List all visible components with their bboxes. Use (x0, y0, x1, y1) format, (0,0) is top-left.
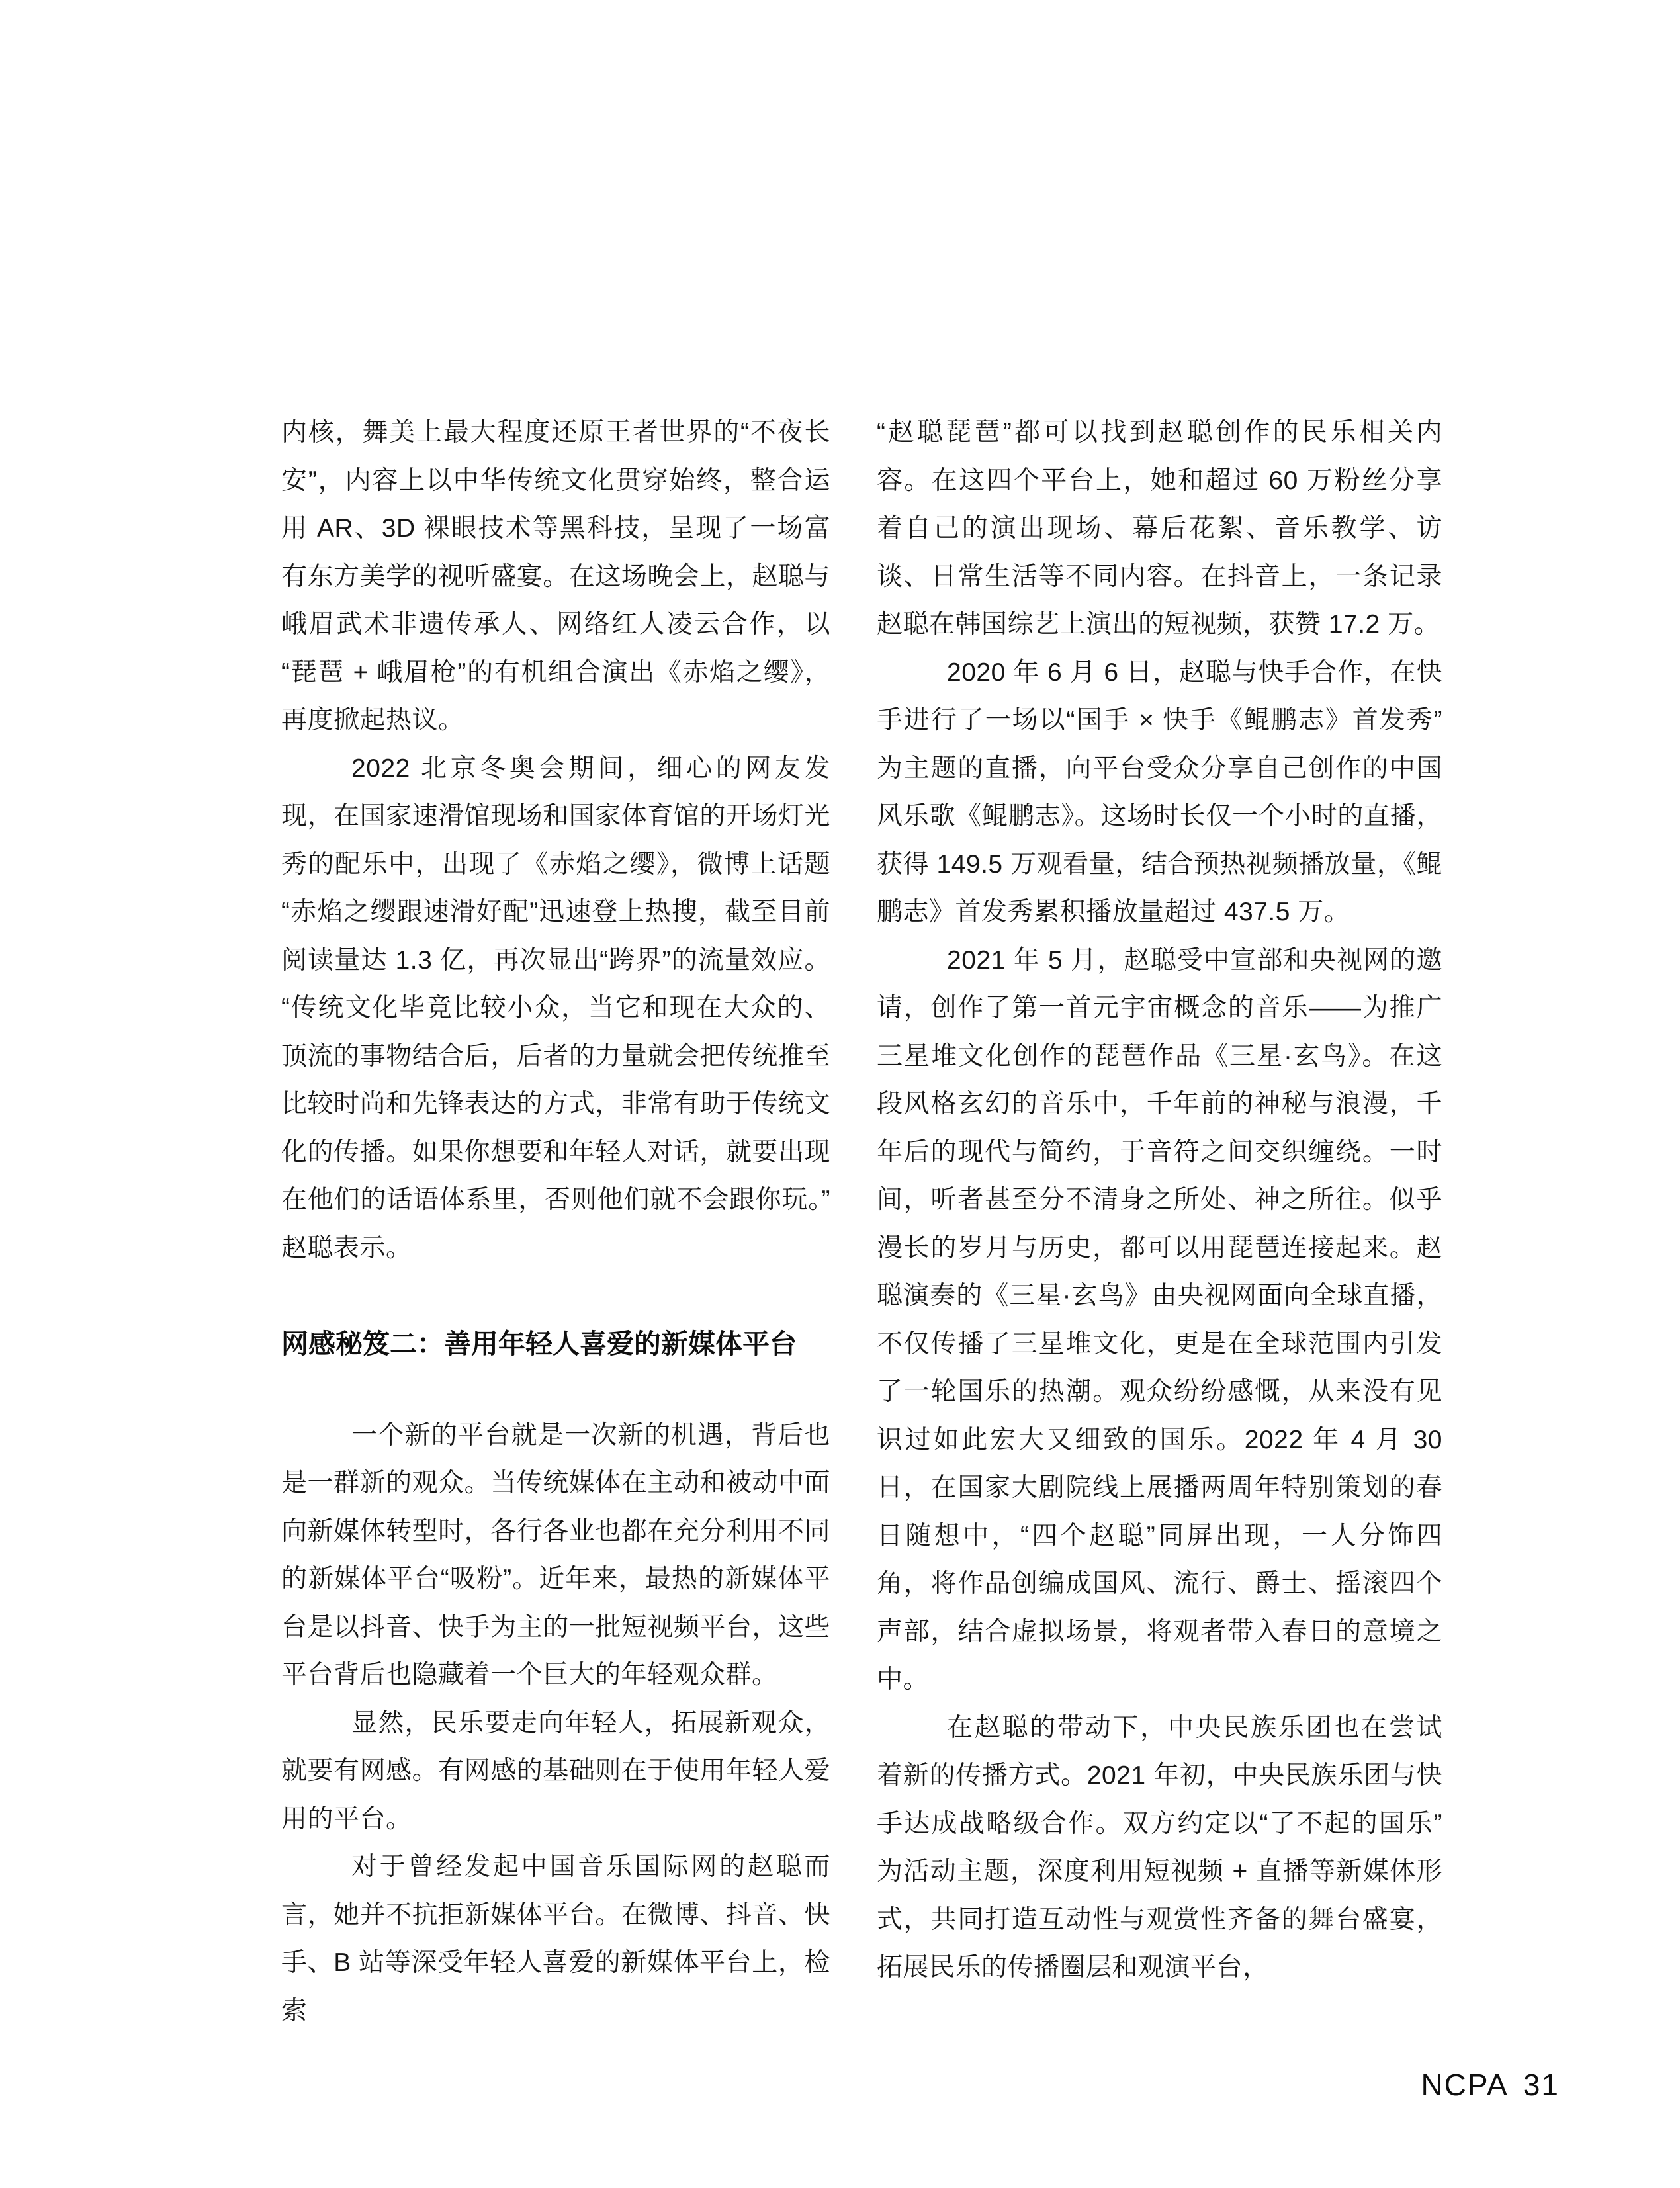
left-column (281, 409, 830, 2035)
paragraph: 对于曾经发起中国音乐国际网的赵聪而言，她并不抗拒新媒体平台。在微博、抖音、快手、B 站等深受年轻人喜爱的新媒体平台上，检索 (281, 1853, 830, 2025)
page-footer (1421, 2068, 1560, 2101)
paragraph: 显然，民乐要走向年轻人，拓展新观众，就要有网感。有网感的基础则在于使用年轻人爱用的平台。 (281, 1708, 830, 1833)
article-body (281, 409, 1442, 2035)
section-heading: 网感秘笈二：善用年轻人喜爱的新媒体平台 (281, 1329, 797, 1359)
paragraph: 2021 年 5 月，赵聪受中宣部和央视网的邀请，创作了第一首元宇宙概念的音乐——为推广三星堆文化创作的琵琶作品《三星·玄鸟》。在这段风格玄幻的音乐中，千年前的神秘与浪漫，千年后的现代与简约，于音符之间交织缠绕。一时间，听者甚至分不清身之所处、神之所往。似乎漫长的岁月与历史，都可以用琵琶连接起来。赵聪演奏的《三星·玄鸟》由央视网面向全球直播，不仅传播了三星堆文化，更是在全球范围内引发了一轮国乐的热潮。观众纷纷感慨，从来没有见识过如此宏大又细致的国乐。2022 年 4 月 30 日，在国家大剧院线上展播两周年特别策划的春日随想中，“四个赵聪”同屏出现，一人分饰四角，将作品创编成国风、流行、爵士、摇滚四个声部，结合虚拟场景，将观者带入春日的意境之中。 (877, 945, 1442, 1694)
paragraph: 2020 年 6 月 6 日，赵聪与快手合作，在快手进行了一场以“国手 × 快手《鲲鹏志》首发秀”为主题的直播，向平台受众分享自己创作的中国风乐歌《鲲鹏志》。这场时长仅一个小时的直播，获得 149.5 万观看量，结合预热视频播放量，《鲲鹏志》首发秀累积播放量超过 437.5 万。 (877, 658, 1442, 926)
paragraph: 在赵聪的带动下，中央民族乐团也在尝试着新的传播方式。2021 年初，中央民族乐团与快手达成战略级合作。双方约定以“了不起的国乐”为活动主题，深度利用短视频 + 直播等新媒体形式，共同打造互动性与观赏性齐备的舞台盛宴，拓展民乐的传播圈层和观演平台， (877, 1713, 1442, 1982)
paragraph: 一个新的平台就是一次新的机遇，背后也是一群新的观众。当传统媒体在主动和被动中面向新媒体转型时，各行各业也都在充分利用不同的新媒体平台“吸粉”。近年来，最热的新媒体平台是以抖音、快手为主的一批短视频平台，这些平台背后也隐藏着一个巨大的年轻观众群。 (281, 1421, 830, 1689)
right-column (877, 409, 1442, 2035)
paragraph: 内核，舞美上最大程度还原王者世界的“不夜长安”，内容上以中华传统文化贯穿始终，整合运用 AR、3D 裸眼技术等黑科技，呈现了一场富有东方美学的视听盛宴。在这场晚会上，赵聪与峨眉武术非遗传承人、网络红人凌云合作，以“琵琶 + 峨眉枪”的有机组合演出《赤焰之缨》，再度掀起热议。 (281, 418, 830, 734)
journal-mark: NCPA (1421, 2068, 1509, 2102)
paragraph: “赵聪琵琶”都可以找到赵聪创作的民乐相关内容。在这四个平台上，她和超过 60 万粉丝分享着自己的演出现场、幕后花絮、音乐教学、访谈、日常生活等不同内容。在抖音上，一条记录赵聪在韩国综艺上演出的短视频，获赞 17.2 万。 (877, 418, 1442, 638)
paragraph: 2022 北京冬奥会期间，细心的网友发现，在国家速滑馆现场和国家体育馆的开场灯光秀的配乐中，出现了《赤焰之缨》，微博上话题“赤焰之缨跟速滑好配”迅速登上热搜，截至目前阅读量达 1.3 亿，再次显出“跨界”的流量效应。“传统文化毕竟比较小众，当它和现在大众的、顶流的事物结合后，后者的力量就会把传统推至比较时尚和先锋表达的方式，非常有助于传统文化的传播。如果你想要和年轻人对话，就要出现在他们的话语体系里，否则他们就不会跟你玩。”赵聪表示。 (281, 754, 830, 1262)
page-number: 31 (1523, 2068, 1560, 2102)
